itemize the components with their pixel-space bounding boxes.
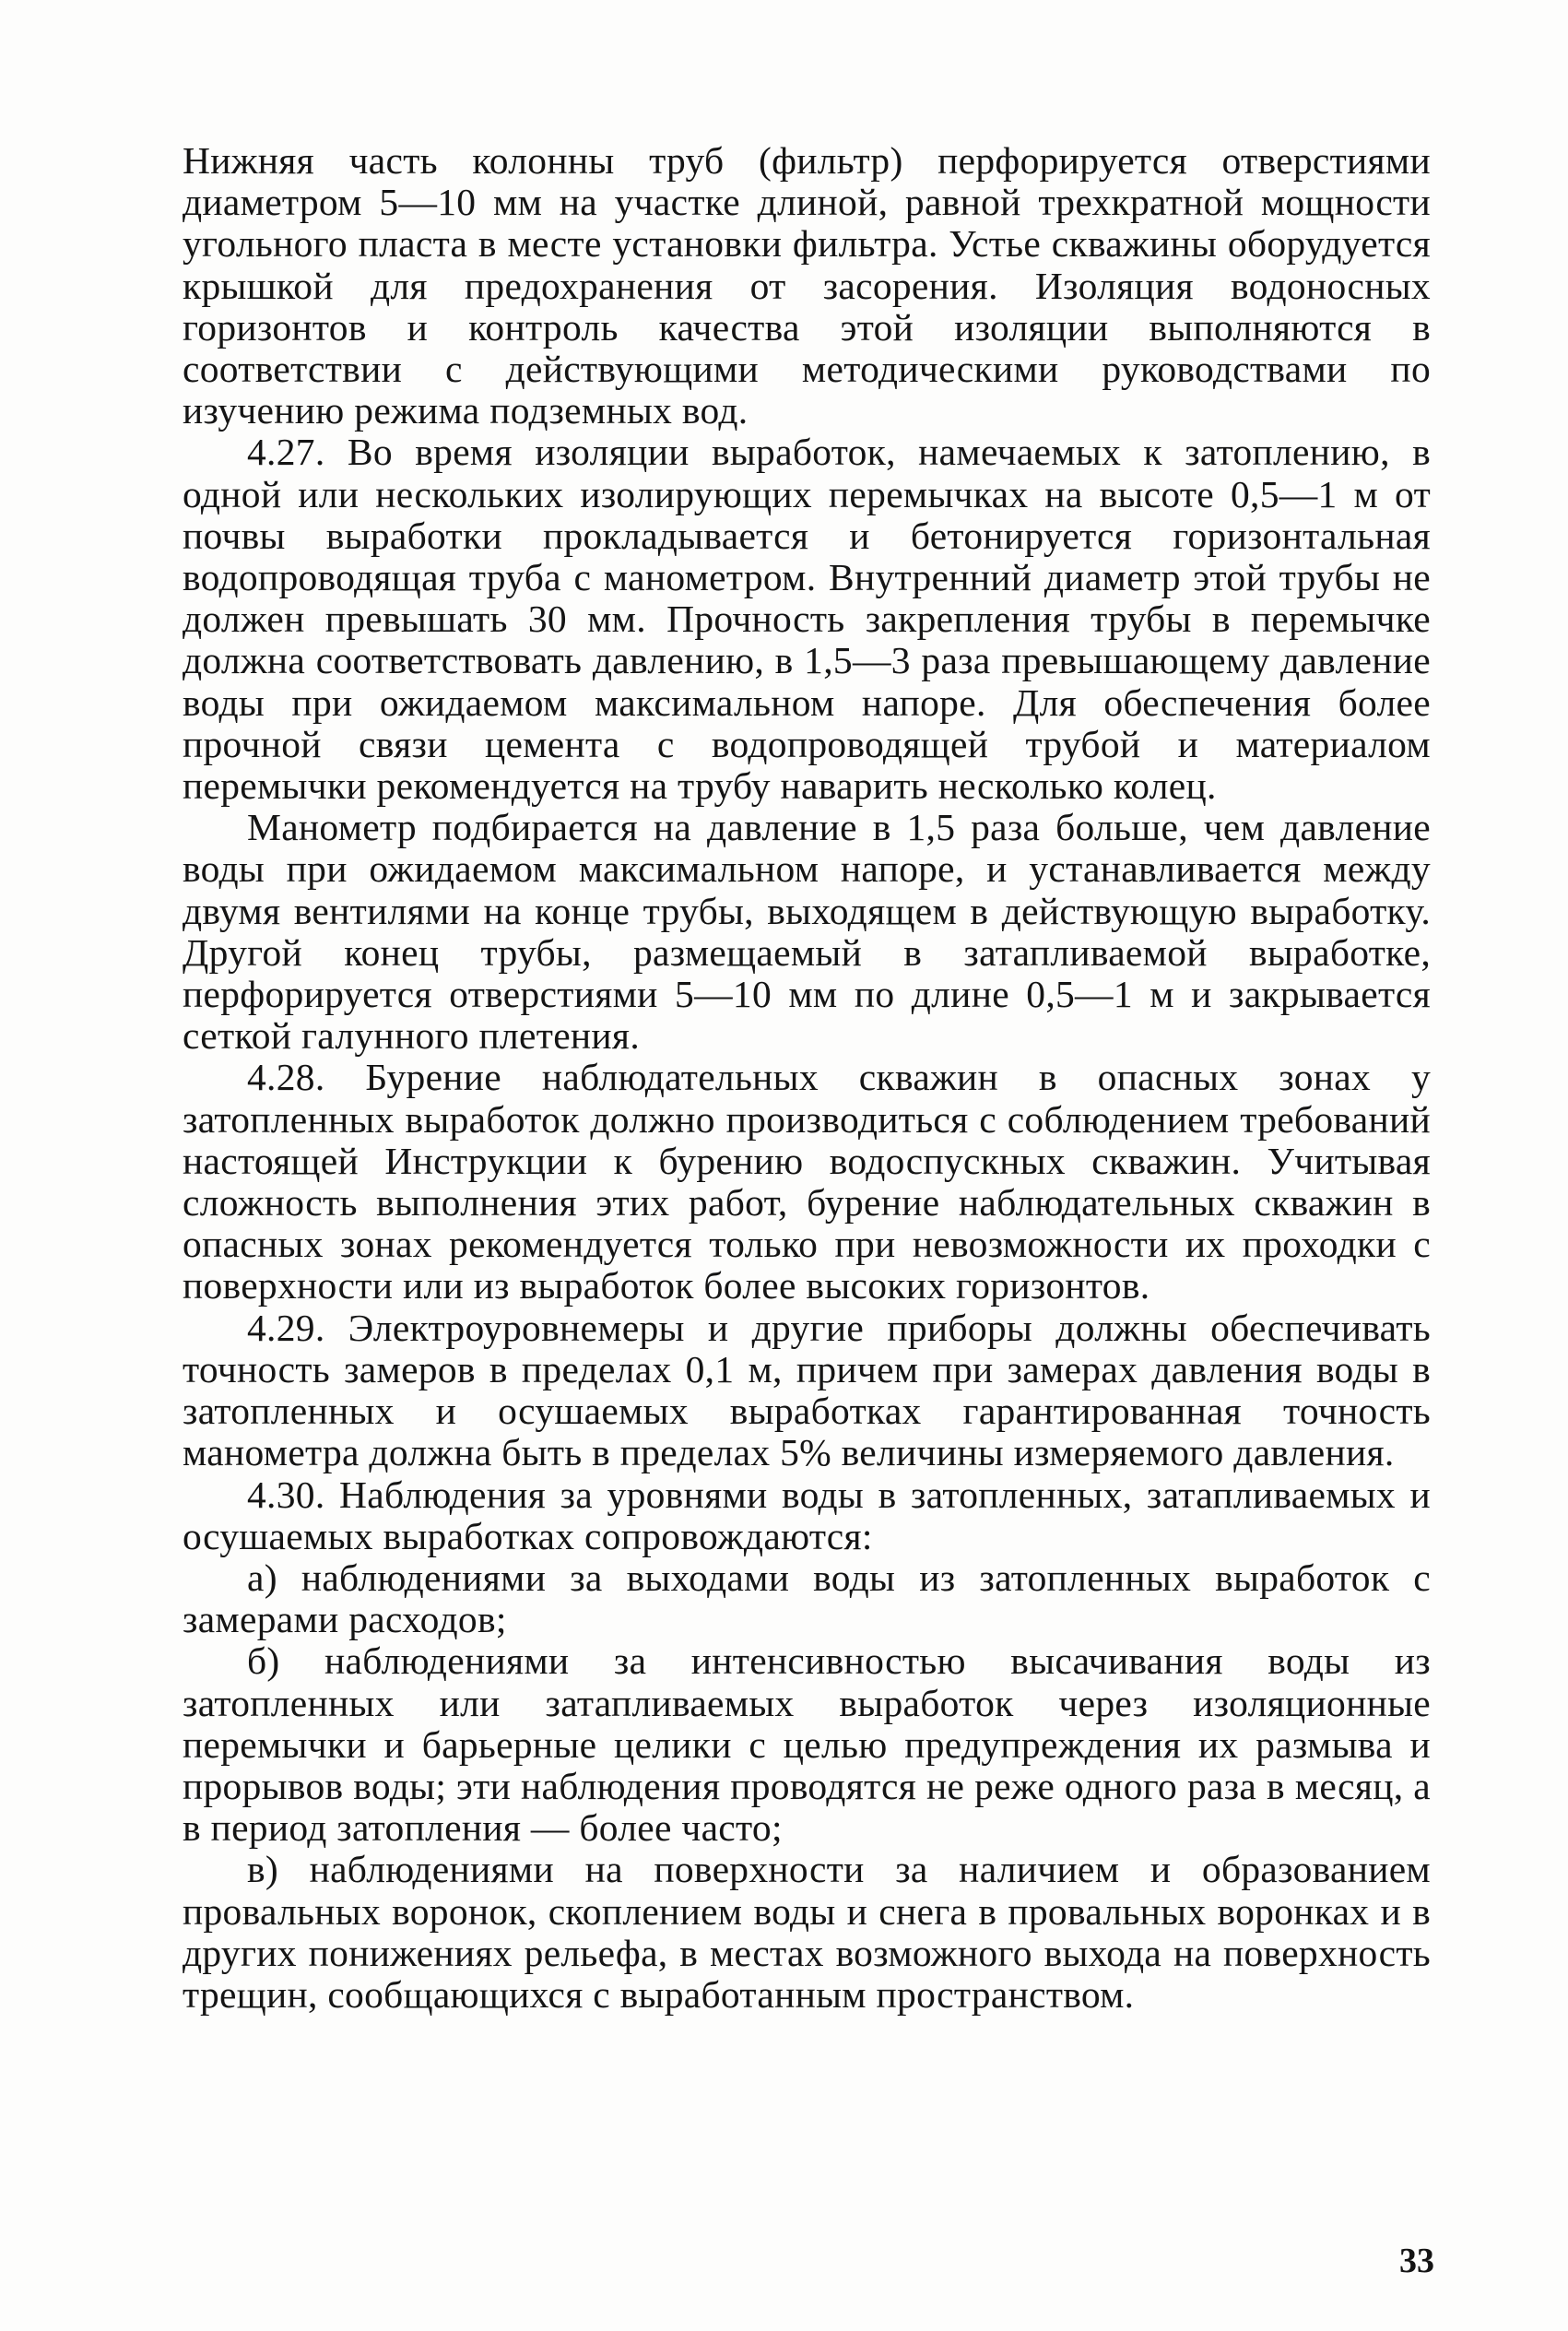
paragraph-4-30: 4.30. Наблюдения за уровнями воды в затопленных, затапливаемых и осушаемых выработках сопровождаются: — [183, 1473, 1431, 1557]
paragraph-4-29: 4.29. Электроуровнемеры и другие приборы должны обеспечивать точность замеров в пределах 0,1 м, причем при замерах давления воды в затопленных и осушаемых выработках гарантированная точность манометра должна быть в пределах 5% величины измеряемого давления. — [183, 1306, 1431, 1474]
list-item-b: б) наблюдениями за интенсивностью высачивания воды из затопленных или затапливаемых выработок через изоляционные перемычки и барьерные целики с целью предупреждения их размыва и прорывов воды; эти наблюдения проводятся не реже одного раза в месяц, а в период затопления — более часто; — [183, 1639, 1431, 1850]
paragraph-manometer: Манометр подбирается на давление в 1,5 раза больше, чем давление воды при ожидаемом максимальном напоре, и устанавливается между двумя вентилями на конце трубы, выходящем в действующую выработку. Другой конец трубы, размещаемый в затапливаемой выработке, перфорируется отверстиями 5—10 мм по длине 0,5—1 м и закрывается сеткой галунного плетения. — [183, 806, 1431, 1058]
page-number: 33 — [1399, 2242, 1434, 2280]
body-text — [183, 140, 1431, 2016]
list-item-a: а) наблюдениями за выходами воды из затопленных выработок с замерами расходов; — [183, 1556, 1431, 1641]
paragraph-filter-description: Нижняя часть колонны труб (фильтр) перфорируется отверстиями диаметром 5—10 мм на участке длиной, равной трехкратной мощности угольного пласта в месте установки фильтра. Устье скважины оборудуется крышкой для предохранения от засорения. Изоляция водоносных горизонтов и контроль качества этой изоляции выполняются в соответствии с действующими методическими руководствами по изучению режима подземных вод. — [183, 139, 1431, 432]
paragraph-4-27: 4.27. Во время изоляции выработок, намечаемых к затоплению, в одной или нескольких изолирующих перемычках на высоте 0,5—1 м от почвы выработки прокладывается и бетонируется горизонтальная водопроводящая труба с манометром. Внутренний диаметр этой трубы не должен превышать 30 мм. Прочность закрепления трубы в перемычке должна соответствовать давлению, в 1,5—3 раза превышающему давление воды при ожидаемом максимальном напоре. Для обеспечения более прочной связи цемента с водопроводящей трубой и материалом перемычки рекомендуется на трубу наварить несколько колец. — [183, 431, 1431, 808]
list-item-v: в) наблюдениями на поверхности за наличием и образованием провальных воронок, скоплением воды и снега в провальных воронках и в других понижениях рельефа, в местах возможного выхода на поверхность трещин, сообщающихся с выработанным пространством. — [183, 1848, 1431, 2016]
paragraph-4-28: 4.28. Бурение наблюдательных скважин в опасных зонах у затопленных выработок должно производиться с соблюдением требований настоящей Инструкции к бурению водоспускных скважин. Учитывая сложность выполнения этих работ, бурение наблюдательных скважин в опасных зонах рекомендуется только при невозможности их проходки с поверхности или из выработок более высоких горизонтов. — [183, 1056, 1431, 1307]
